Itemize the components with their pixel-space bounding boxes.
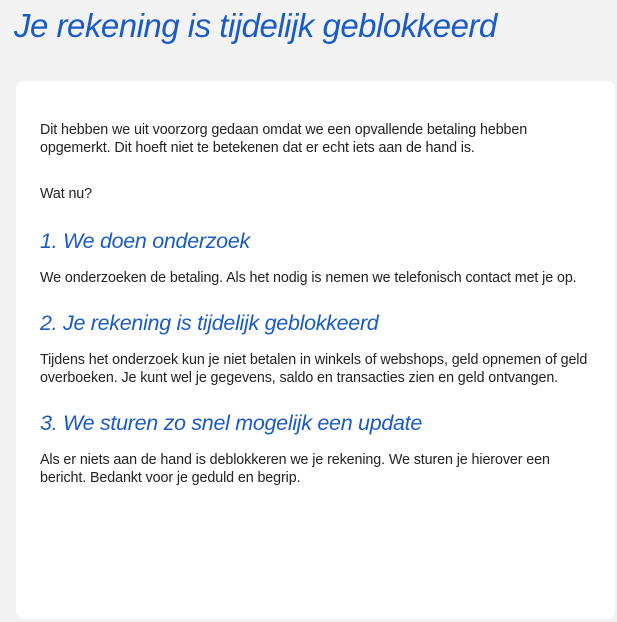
step-heading: 3. We sturen zo snel mogelijk een update bbox=[40, 411, 423, 435]
step-heading: 2. Je rekening is tijdelijk geblokkeerd bbox=[40, 311, 379, 335]
info-card bbox=[16, 81, 615, 619]
step-body: Als er niets aan de hand is deblokkeren we je rekening. We sturen je hierover een bericht. Bedankt voor je geduld en begrip. bbox=[40, 452, 550, 486]
step-3 bbox=[40, 409, 591, 487]
step-heading: 1. We doen onderzoek bbox=[40, 229, 250, 253]
step-1 bbox=[40, 227, 591, 287]
page-title: Je rekening is tijdelijk geblokkeerd bbox=[14, 7, 497, 44]
step-2 bbox=[40, 309, 591, 387]
intro-text: Dit hebben we uit voorzorg gedaan omdat we een opvallende betaling hebben opgemerkt. Dit hoeft niet te betekenen dat er echt iets aan de hand is. bbox=[40, 122, 528, 156]
step-body: Tijdens het onderzoek kun je niet betalen in winkels of webshops, geld opnemen of geld overboeken. Je kunt wel je gegevens, saldo en transacties zien en geld ontvangen. bbox=[40, 352, 588, 386]
question-text: Wat nu? bbox=[40, 186, 93, 202]
step-body: We onderzoeken de betaling. Als het nodig is nemen we telefonisch contact met je op. bbox=[40, 270, 577, 286]
